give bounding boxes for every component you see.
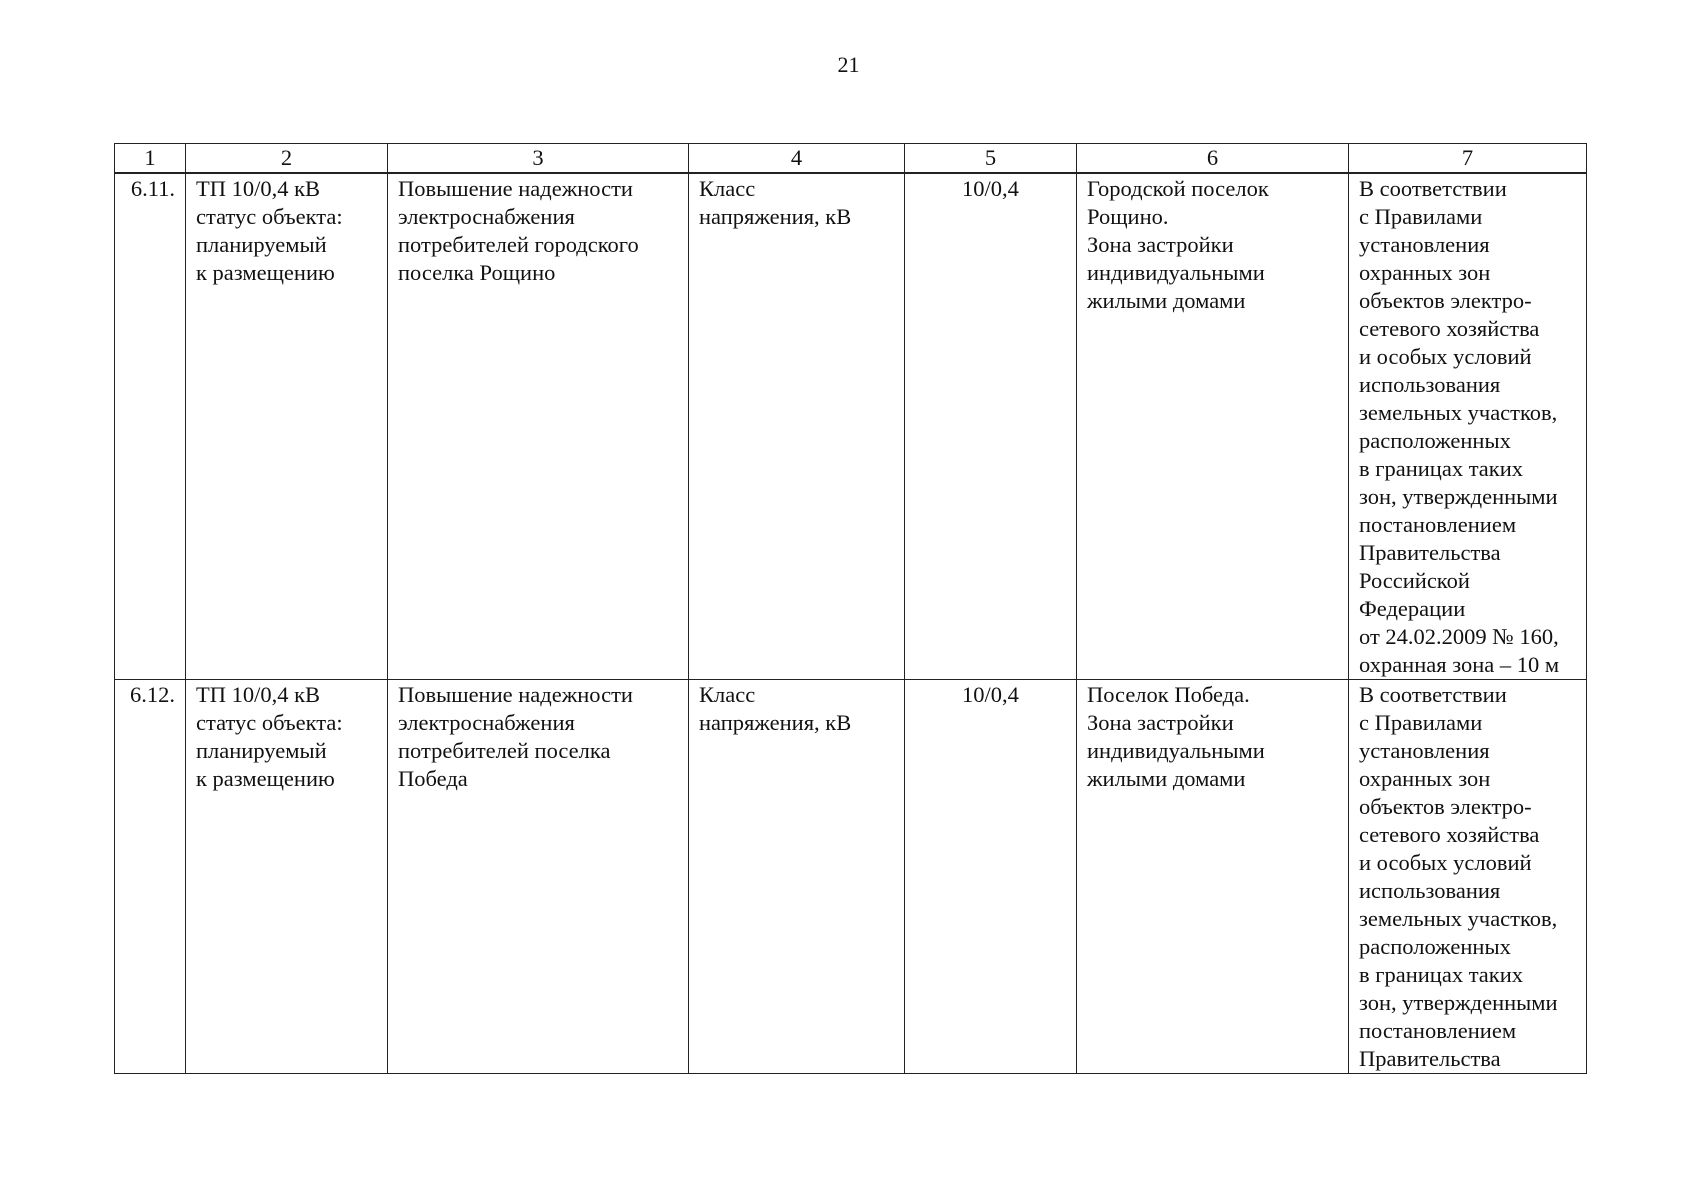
purpose-cell [388, 680, 689, 1074]
cell-text-line: и особых условий [1359, 850, 1532, 875]
column-header-6: 6 [1077, 144, 1349, 174]
cell-text-line: сетевого хозяйства [1359, 822, 1540, 847]
cell-text-line: Зона застройки [1087, 232, 1234, 257]
column-header-3: 3 [388, 144, 689, 174]
cell-text-line: к размещению [196, 766, 335, 791]
cell-text-line: Класс [699, 176, 756, 201]
cell-text-line: расположенных [1359, 428, 1511, 453]
cell-text-line: электроснабжения [398, 710, 575, 735]
cell-text-line: Победа [398, 766, 468, 791]
cell-text-line: объектов электро- [1359, 794, 1532, 819]
cell-text-line: поселка Рощино [398, 260, 556, 285]
cell-text-line: и особых условий [1359, 344, 1532, 369]
cell-text-line: в границах таких [1359, 962, 1524, 987]
table-row [115, 173, 1587, 680]
cell-text-line: постановлением [1359, 1018, 1517, 1043]
cell-text-line: напряжения, кВ [699, 710, 852, 735]
cell-text-line: Правительства [1359, 1046, 1501, 1071]
value-cell: 10/0,4 [905, 173, 1077, 680]
cell-text-line: от 24.02.2009 № 160, [1359, 624, 1559, 649]
cell-text-line: планируемый [196, 232, 327, 257]
cell-text-line: установления [1359, 738, 1490, 763]
cell-text-line: жилыми домами [1087, 766, 1246, 791]
cell-text-line: Повышение надежности [398, 176, 633, 201]
cell-text-line: Повышение надежности [398, 682, 633, 707]
cell-text-line: зон, утвержденными [1359, 990, 1558, 1015]
cell-text-line: земельных участков, [1359, 400, 1558, 425]
cell-text-line: статус объекта: [196, 204, 343, 229]
row-number: 6.12. [115, 680, 186, 1074]
cell-text-line: сетевого хозяйства [1359, 316, 1540, 341]
cell-text-line: электроснабжения [398, 204, 575, 229]
cell-text-line: Российской [1359, 568, 1470, 593]
cell-text-line: земельных участков, [1359, 906, 1558, 931]
cell-text-line: ТП 10/0,4 кВ [196, 176, 321, 201]
zone-cell [1349, 680, 1587, 1074]
cell-text-line: Рощино. [1087, 204, 1169, 229]
cell-text-line: к размещению [196, 260, 335, 285]
purpose-cell [388, 173, 689, 680]
column-header-5: 5 [905, 144, 1077, 174]
location-cell [1077, 173, 1349, 680]
row-number: 6.11. [115, 173, 186, 680]
cell-text-line: охранных зон [1359, 260, 1491, 285]
cell-text-line: напряжения, кВ [699, 204, 852, 229]
cell-text-line: с Правилами [1359, 710, 1483, 735]
cell-text-line: В соответствии [1359, 682, 1507, 707]
object-cell [186, 173, 388, 680]
header-row [115, 144, 1587, 174]
cell-text-line: Городской поселок [1087, 176, 1269, 201]
column-header-4: 4 [689, 144, 905, 174]
cell-text-line: Поселок Победа. [1087, 682, 1250, 707]
cell-text-line: зон, утвержденными [1359, 484, 1558, 509]
cell-text-line: расположенных [1359, 934, 1511, 959]
cell-text-line: индивидуальными [1087, 260, 1265, 285]
cell-text-line: установления [1359, 232, 1490, 257]
cell-text-line: объектов электро- [1359, 288, 1532, 313]
cell-text-line: статус объекта: [196, 710, 343, 735]
cell-text-line: Зона застройки [1087, 710, 1234, 735]
cell-text-line: потребителей поселка [398, 738, 611, 763]
cell-text-line: использования [1359, 372, 1501, 397]
location-cell [1077, 680, 1349, 1074]
cell-text-line: потребителей городского [398, 232, 639, 257]
characteristic-cell [689, 173, 905, 680]
cell-text-line: использования [1359, 878, 1501, 903]
characteristic-cell [689, 680, 905, 1074]
cell-text-line: индивидуальными [1087, 738, 1265, 763]
cell-text-line: жилыми домами [1087, 288, 1246, 313]
cell-text-line: Федерации [1359, 596, 1466, 621]
cell-text-line: охранная зона – 10 м [1359, 652, 1560, 677]
object-cell [186, 680, 388, 1074]
column-header-1: 1 [115, 144, 186, 174]
column-header-7: 7 [1349, 144, 1587, 174]
table-row [115, 680, 1587, 1074]
cell-text-line: в границах таких [1359, 456, 1524, 481]
cell-text-line: Класс [699, 682, 756, 707]
cell-text-line: Правительства [1359, 540, 1501, 565]
cell-text-line: постановлением [1359, 512, 1517, 537]
cell-text-line: В соответствии [1359, 176, 1507, 201]
cell-text-line: ТП 10/0,4 кВ [196, 682, 321, 707]
column-header-2: 2 [186, 144, 388, 174]
objects-table [114, 143, 1587, 1074]
page-number: 21 [837, 52, 860, 77]
cell-text-line: охранных зон [1359, 766, 1491, 791]
cell-text-line: планируемый [196, 738, 327, 763]
value-cell: 10/0,4 [905, 680, 1077, 1074]
zone-cell [1349, 173, 1587, 680]
cell-text-line: с Правилами [1359, 204, 1483, 229]
